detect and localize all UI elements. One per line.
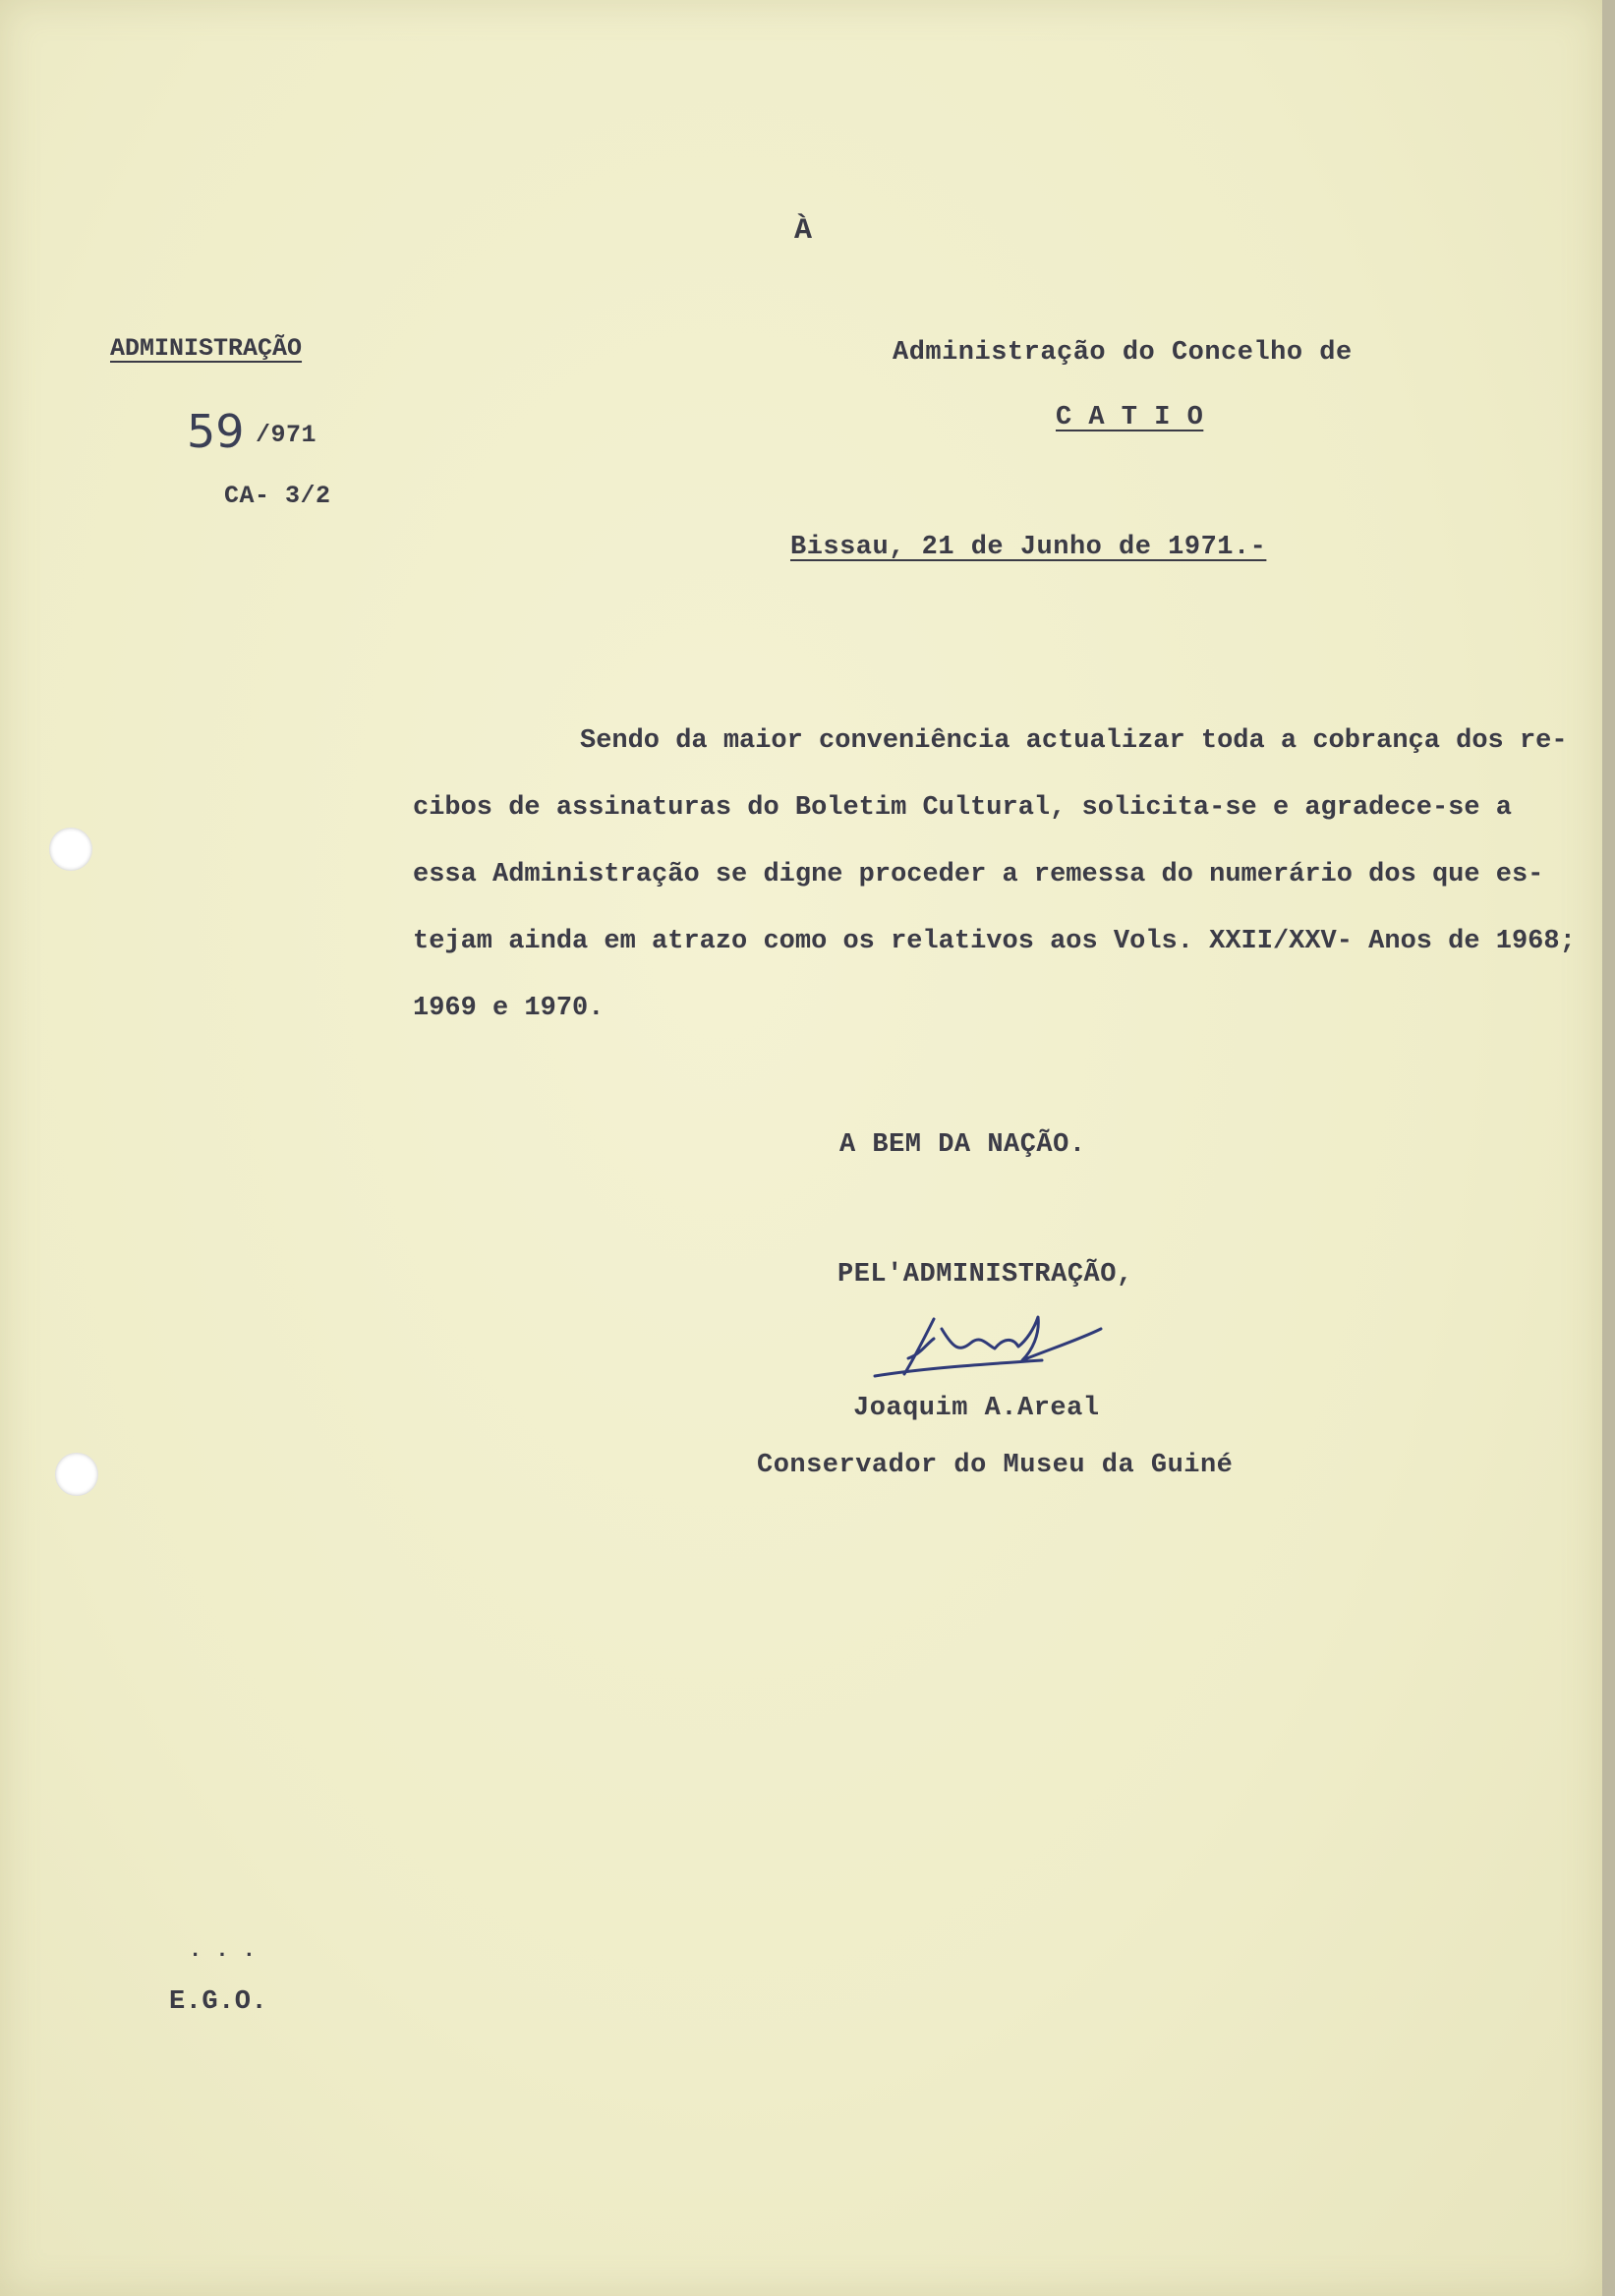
body-line-1: Sendo da maior conveniência actualizar toda a cobrança dos re- (580, 726, 1568, 756)
signer-name: Joaquim A.Areal (853, 1394, 1100, 1423)
body-line-4: tejam ainda em atrazo como os relativos aos Vols. XXII/XXV- Anos de 1968; (413, 927, 1576, 956)
reference-number-handwritten: 59 (187, 405, 245, 458)
on-behalf-line: PEL'ADMINISTRAÇÃO, (837, 1260, 1133, 1290)
page-edge (1602, 0, 1615, 2296)
recipient-line-2: C A T I O (1056, 403, 1204, 432)
to-marker: À (794, 214, 813, 248)
handwritten-signature (865, 1299, 1121, 1398)
salutation: A BEM DA NAÇÃO. (839, 1130, 1086, 1160)
recipient-line-1: Administração do Concelho de (893, 338, 1353, 368)
date-line: Bissau, 21 de Junho de 1971.- (790, 533, 1267, 562)
body-line-3: essa Administração se digne proceder a remessa do numerário dos que es- (413, 860, 1544, 890)
punch-hole-top (49, 828, 92, 871)
body-line-5: 1969 e 1970. (413, 994, 605, 1023)
footer-dots: . . . (189, 1938, 257, 1963)
punch-hole-bottom (55, 1453, 98, 1496)
typist-initials: E.G.O. (169, 1987, 268, 2017)
signer-title: Conservador do Museu da Guiné (757, 1451, 1234, 1480)
department-label: ADMINISTRAÇÃO (110, 334, 303, 363)
reference-code: CA- 3/2 (224, 482, 331, 510)
reference-year: /971 (256, 421, 317, 449)
letter-body (413, 708, 1602, 1042)
body-line-2: cibos de assinaturas do Boletim Cultural, solicita-se e agradece-se a (413, 793, 1512, 823)
